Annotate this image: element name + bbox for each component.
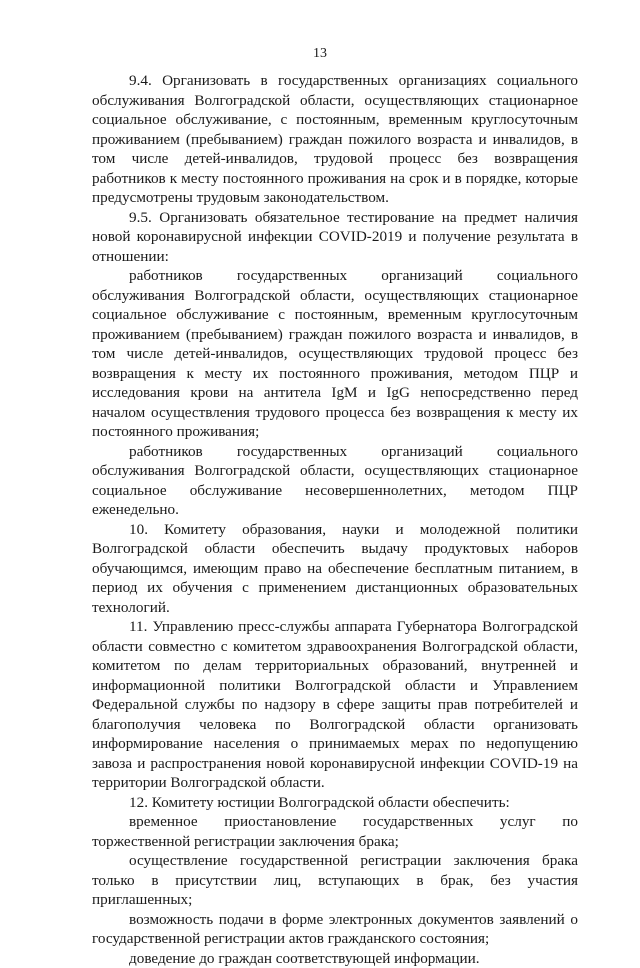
paragraph-11: 11. Управлению пресс-службы аппарата Губернатора Волгоградской области совместно с комитетом здравоохранения Волгоградской области, комитетом по делам территориальных образований, внутренней и информационной политики Волгоградской области и Управлением Федеральной службы по надзору в сфере защиты прав потребителей и благополучия человека по Волгоградской области организовать информирование населения о принимаемых мерах по недопущению завоза и распространения новой коронавирусной инфекции COVID-19 на территории Волгоградской области. <box>92 617 578 793</box>
paragraph-12: 12. Комитету юстиции Волгоградской области обеспечить: <box>92 793 578 813</box>
paragraph-10: 10. Комитету образования, науки и молодежной политики Волгоградской области обеспечить выдачу продуктовых наборов обучающимся, имеющим право на обеспечение бесплатным питанием, в период их обучения с применением дистанционных образовательных технологий. <box>92 520 578 618</box>
document-body <box>92 71 578 968</box>
paragraph-9-5-item-2: работников государственных организаций социального обслуживания Волгоградской области, осуществляющих стационарное социальное обслуживание несовершеннолетних, методом ПЦР еженедельно. <box>92 442 578 520</box>
paragraph-12-item-2: осуществление государственной регистрации заключения брака только в присутствии лиц, вступающих в брак, без участия приглашенных; <box>92 851 578 910</box>
paragraph-9-5: 9.5. Организовать обязательное тестирование на предмет наличия новой коронавирусной инфекции COVID-2019 и получение результата в отношении: <box>92 208 578 267</box>
paragraph-12-item-3: возможность подачи в форме электронных документов заявлений о государственной регистрации актов гражданского состояния; <box>92 910 578 949</box>
paragraph-9-4: 9.4. Организовать в государственных организациях социального обслуживания Волгоградской области, осуществляющих стационарное социальное обслуживание, с постоянным, временным круглосуточным проживанием (пребыванием) граждан пожилого возраста и инвалидов, в том числе детей-инвалидов, трудовой процесс без возвращения работников к месту постоянного проживания на срок и в порядке, которые предусмотрены трудовым законодательством. <box>92 71 578 208</box>
paragraph-9-5-item-1: работников государственных организаций социального обслуживания Волгоградской области, осуществляющих стационарное социальное обслуживание с постоянным, временным круглосуточным проживанием (пребыванием) граждан пожилого возраста и инвалидов, в том числе детей-инвалидов, осуществляющих трудовой процесс без возвращения к месту их постоянного проживания, методом ПЦР и исследования крови на антитела IgM и IgG непосредственно перед началом осуществления трудового процесса без возвращения к месту их постоянного проживания; <box>92 266 578 442</box>
paragraph-12-item-1: временное приостановление государственных услуг по торжественной регистрации заключения брака; <box>92 812 578 851</box>
paragraph-12-item-4: доведение до граждан соответствующей информации. <box>92 949 578 968</box>
page-number: 13 <box>0 44 640 64</box>
